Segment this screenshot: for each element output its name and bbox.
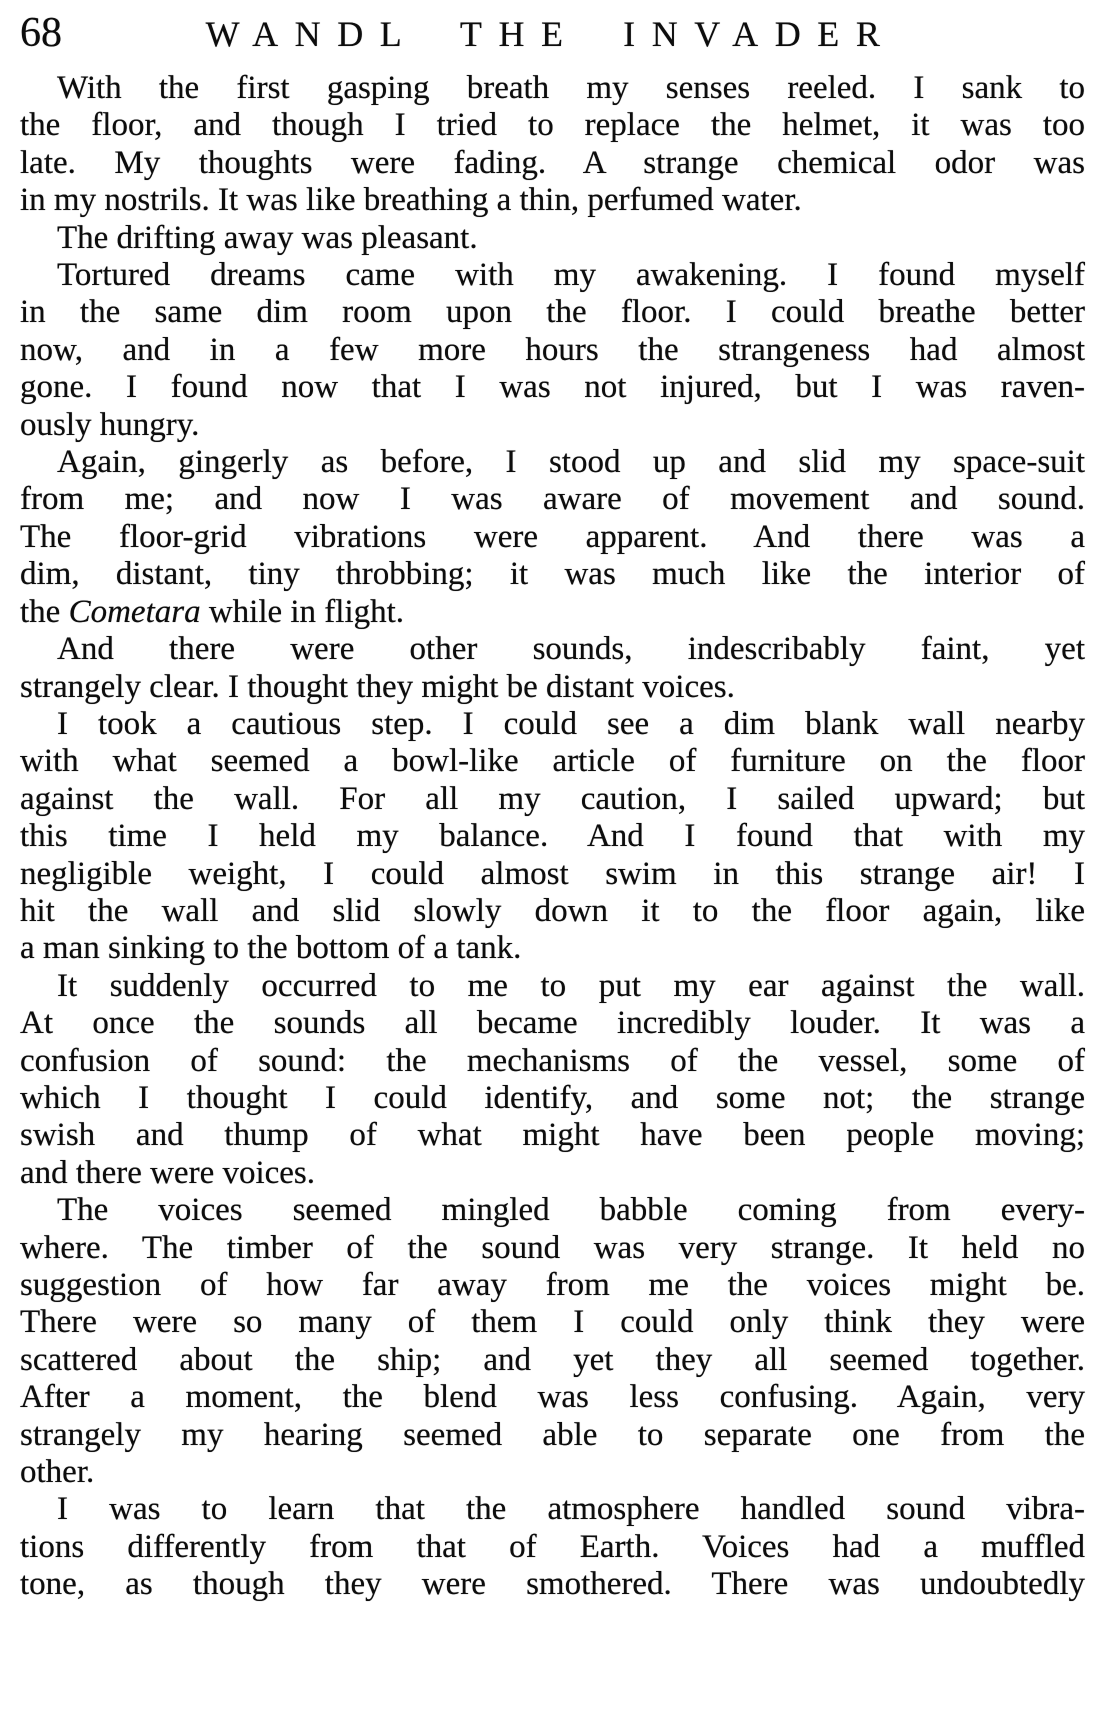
text-line: and there were voices. bbox=[20, 1154, 316, 1191]
text-line: now, and in a few more hours the strangeness had almost bbox=[20, 331, 1085, 368]
text-line: against the wall. For all my caution, I sailed upward; but bbox=[20, 780, 1085, 817]
text-line: strangely clear. I thought they might be distant voices. bbox=[20, 668, 735, 705]
text-line: The drifting away was pleasant. bbox=[57, 219, 478, 256]
paragraph bbox=[20, 706, 1085, 968]
text-segment: while in flight. bbox=[200, 593, 405, 630]
text-line: hit the wall and slid slowly down it to the floor again, like bbox=[20, 892, 1085, 929]
paragraph bbox=[20, 257, 1085, 444]
text-line: late. My thoughts were fading. A strange chemical odor was bbox=[20, 144, 1085, 181]
text-line: suggestion of how far away from me the voices might be. bbox=[20, 1267, 1085, 1303]
text-line: negligible weight, I could almost swim in this strange air! I bbox=[20, 855, 1085, 892]
text-line: gone. I found now that I was not injured, but I was raven- bbox=[20, 369, 1085, 406]
paragraph bbox=[20, 70, 1085, 220]
text-line: Tortured dreams came with my awakening. I found myself bbox=[57, 257, 1085, 294]
text-line: I took a cautious step. I could see a dim blank wall nearby bbox=[57, 705, 1085, 742]
text-line: It suddenly occurred to me to put my ear against the wall. bbox=[57, 967, 1085, 1004]
paragraph bbox=[20, 968, 1085, 1192]
text-line: I was to learn that the atmosphere handled sound vibra- bbox=[57, 1491, 1085, 1528]
text-line: At once the sounds all became incredibly louder. It was a bbox=[20, 1005, 1085, 1042]
text-line: swish and thump of what might have been people moving; bbox=[20, 1117, 1085, 1154]
text-line: After a moment, the blend was less confusing. Again, very bbox=[20, 1379, 1085, 1416]
ship-name: Cometara bbox=[68, 593, 201, 630]
text-line: There were so many of them I could only think they were bbox=[20, 1304, 1085, 1341]
paragraph bbox=[20, 1491, 1085, 1603]
text-line: this time I held my balance. And I found that with my bbox=[20, 818, 1085, 855]
page-number: 68 bbox=[20, 10, 62, 56]
text-segment: the bbox=[20, 593, 69, 630]
text-line: other. bbox=[20, 1454, 95, 1491]
text-line: The floor-grid vibrations were apparent. And there was a bbox=[20, 518, 1085, 555]
text-line: ously hungry. bbox=[20, 406, 200, 443]
text-line: in the same dim room upon the floor. I could breathe better bbox=[20, 294, 1085, 331]
text-line: confusion of sound: the mechanisms of the vessel, some of bbox=[20, 1042, 1085, 1079]
paragraph bbox=[20, 220, 1085, 257]
paragraph bbox=[20, 631, 1085, 706]
text-line: tions differently from that of Earth. Voices had a muffled bbox=[20, 1528, 1085, 1565]
text-line: with what seemed a bowl-like article of furniture on the floor bbox=[20, 743, 1085, 780]
paragraph bbox=[20, 1192, 1085, 1491]
page-header bbox=[0, 10, 1102, 62]
text-line: which I thought I could identify, and some not; the strange bbox=[20, 1079, 1085, 1116]
text-line: in my nostrils. It was like breathing a thin, perfumed water. bbox=[20, 182, 802, 219]
page-text bbox=[20, 70, 1085, 1604]
paragraph bbox=[20, 444, 1085, 631]
text-line: tone, as though they were smothered. There was undoubtedly bbox=[20, 1566, 1085, 1603]
text-line: from me; and now I was aware of movement and sound. bbox=[20, 481, 1085, 518]
text-line: a man sinking to the bottom of a tank. bbox=[20, 930, 522, 967]
text-line bbox=[20, 594, 1085, 631]
text-line: dim, distant, tiny throbbing; it was much like the interior of bbox=[20, 556, 1085, 593]
text-line: scattered about the ship; and yet they all seemed together. bbox=[20, 1341, 1085, 1378]
text-line: the floor, and though I tried to replace the helmet, it was too bbox=[20, 107, 1085, 144]
text-line: With the first gasping breath my senses reeled. I sank to bbox=[57, 70, 1085, 106]
text-line: The voices seemed mingled babble coming from every- bbox=[57, 1192, 1085, 1229]
text-line: Again, gingerly as before, I stood up and slid my space-suit bbox=[57, 444, 1085, 481]
text-line: where. The timber of the sound was very strange. It held no bbox=[20, 1229, 1085, 1266]
running-title: WANDL THE INVADER bbox=[205, 14, 897, 54]
text-line: strangely my hearing seemed able to separate one from the bbox=[20, 1416, 1085, 1453]
text-line: And there were other sounds, indescribably faint, yet bbox=[57, 631, 1085, 668]
